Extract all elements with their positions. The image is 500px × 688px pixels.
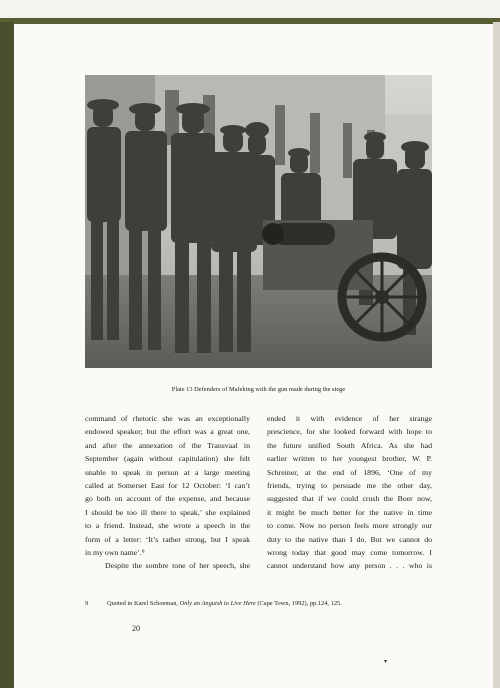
footnote-text-before: Quoted in Karel Schoeman, [107, 600, 180, 607]
text-line: ended it with evidence of her strange [267, 414, 432, 423]
text-line: go both on account of the expense, and because [85, 494, 250, 504]
text-line: duty to the native than I do. But we cannot do [267, 534, 432, 544]
text-line: friends, trying to persuade me the other day, [267, 481, 432, 491]
scan-speck: ▾ [384, 659, 388, 665]
text-line: September (again without capitulation) she felt [85, 454, 250, 464]
text-line: it might be much better for the native in time [267, 507, 432, 517]
text-line: unable to speak in person at a large meeting [85, 467, 250, 477]
footnote [85, 600, 432, 607]
text-line: I should be too ill there to speak,’ she explained [85, 507, 250, 517]
plate-photograph [85, 75, 432, 368]
text-line: in my own name’.⁹ [85, 548, 145, 558]
text-line: wrong today that good may come tomorrow. I [267, 548, 432, 558]
text-line: the future unified South Africa. As she had [267, 440, 432, 450]
book-page-edge [493, 22, 500, 688]
text-line: earlier written to her youngest brother, W. P. [267, 454, 432, 464]
book-cover-spine-edge [0, 22, 14, 688]
page-number: 20 [132, 624, 140, 633]
text-line: Despite the sombre tone of her speech, she [105, 561, 250, 571]
text-line: to come. Now no person feels more strongly our [267, 521, 432, 531]
text-line: suggested that if we could crush the Boer now, [267, 494, 432, 504]
text-line: cannot understand how any person . . . who is [267, 561, 432, 571]
footnote-title: Only an Anguish to Live Here [179, 600, 256, 607]
text-line: prescience, for she looked forward with hope to [267, 427, 432, 437]
text-column-left [85, 412, 250, 573]
footnote-text-after: (Cape Town, 1992), pp.124, 125. [255, 600, 342, 607]
text-line: form of a letter: ‘It’s rather strong, but I speak [85, 534, 250, 544]
text-line: Schreiner, at the end of 1896, ‘One of my [267, 467, 432, 477]
text-line: and after the annexation of the Transvaal in [85, 440, 250, 450]
text-line: endowed speaker; but the effort was a great one, [85, 427, 250, 437]
text-column-right [267, 412, 432, 573]
plate-caption: Plate 13 Defenders of Mafeking with the gun made during the siege [171, 386, 346, 393]
text-line: to a friend. Instead, she wrote a speech in the [85, 521, 250, 531]
text-line: called at Somerset East for 12 October: ‘I can’t [85, 481, 250, 491]
text-line: command of rhetoric she was an exceptionally [85, 414, 250, 423]
footnote-number: 9 [85, 600, 89, 607]
